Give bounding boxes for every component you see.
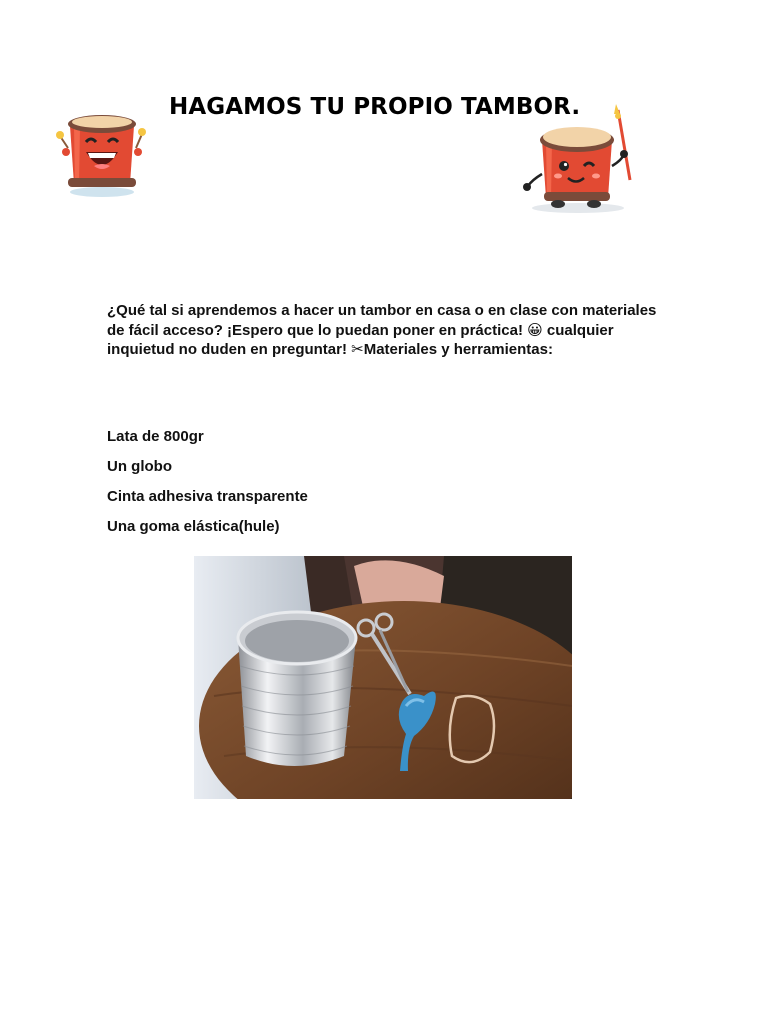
list-item: Una goma elástica(hule) xyxy=(107,518,280,535)
materials-list xyxy=(107,428,308,548)
intro-paragraph: ¿Qué tal si aprendemos a hacer un tambor en casa o en clase con materiales de fácil acceso? ¡Espero que lo puedan poner en práctica! 😀 cualquier inquietud no duden en preguntar! ✂Materiales y herramientas: xyxy=(107,302,657,358)
list-item: Lata de 800gr xyxy=(107,428,204,445)
list-item: Cinta adhesiva transparente xyxy=(107,488,308,505)
list-item: Un globo xyxy=(107,458,172,475)
materials-photo xyxy=(194,556,572,799)
page-title: HAGAMOS TU PROPIO TAMBOR. xyxy=(169,94,581,120)
winking-drum-character-icon xyxy=(522,100,634,216)
laughing-drum-character-icon xyxy=(54,108,150,200)
